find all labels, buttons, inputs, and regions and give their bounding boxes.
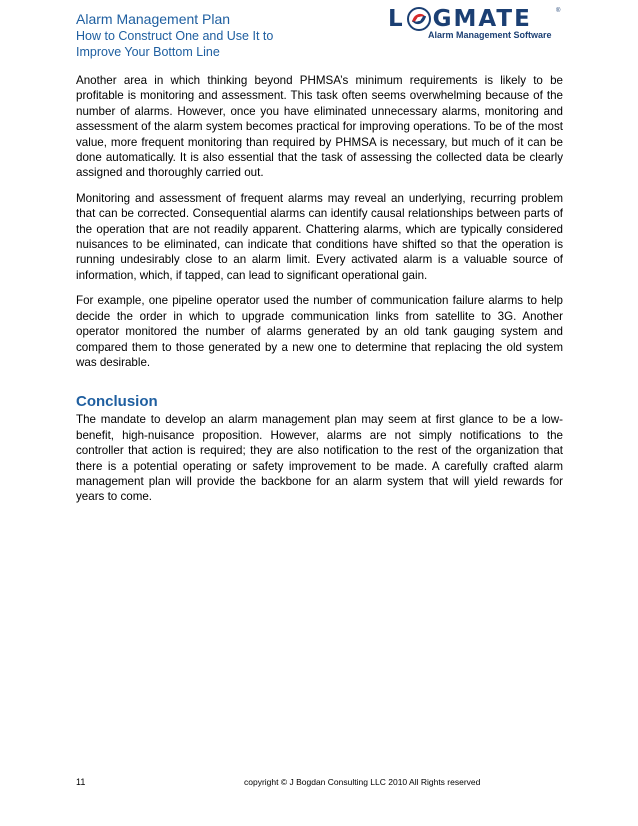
document-body	[76, 73, 563, 515]
page-number: 11	[76, 777, 86, 787]
body-paragraph: Another area in which thinking beyond PHMSA’s minimum requirements is likely to be profitable is monitoring and assessment. This task often seems overwhelming because of the number of alarms. However, once you have eliminated unnecessary alarms, monitoring and assessment of the alarm system becomes practical for improving operations. To be of the most value, more frequent monitoring than required by PHMSA is necessary, but much of it can be done automatically. It is also essential that the task of assessing the collected data be clearly assigned and thoroughly carried out.	[76, 74, 563, 180]
logmate-logo	[388, 6, 564, 44]
body-paragraph: For example, one pipeline operator used the number of communication failure alarms to help decide the order in which to upgrade communication links from satellite to 3G. Another operator monitored the number of alarms generated by an old tank gauging system and compared them to those generated by a new one to determine that replacing the old system was desirable.	[76, 294, 563, 369]
copyright-notice: copyright © J Bogdan Consulting LLC 2010 All Rights reserved	[244, 777, 481, 787]
document-title: Alarm Management Plan	[76, 11, 231, 27]
document-subtitle-line1: How to Construct One and Use It to	[76, 29, 274, 43]
logo-wordmark-prefix: L	[388, 6, 405, 32]
swirl-logo-icon	[406, 6, 432, 32]
document-header	[76, 10, 376, 60]
logo-wordmark	[388, 6, 532, 32]
conclusion-paragraph: The mandate to develop an alarm management plan may seem at first glance to be a low-benefit, high-nuisance proposition. However, alarms are not simply notifications to the controller that action is required; they are also notification to the rest of the organization that there is a potential operating or safety improvement to be made. A carefully crafted alarm management plan will provide the backbone for an alarm system that will yield rewards for years to come.	[76, 413, 563, 504]
logo-registered-mark: ®	[556, 8, 561, 14]
logo-wordmark-suffix: GMATE	[432, 6, 532, 32]
logo-tagline: Alarm Management Software	[428, 30, 552, 40]
section-heading-conclusion: Conclusion	[76, 393, 158, 411]
document-subtitle-line2: Improve Your Bottom Line	[76, 45, 220, 59]
body-paragraph: Monitoring and assessment of frequent alarms may reveal an underlying, recurring problem that can be corrected. Consequential alarms can identify causal relationships between parts of the operation that are not readily apparent. Chattering alarms, which are typically considered nuisances to be eliminated, can indicate that conditions have shifted so that the operation is running undesirably close to an alarm limit. Every activated alarm is a valuable source of information, which, if tapped, can lead to significant operational gain.	[76, 191, 563, 282]
